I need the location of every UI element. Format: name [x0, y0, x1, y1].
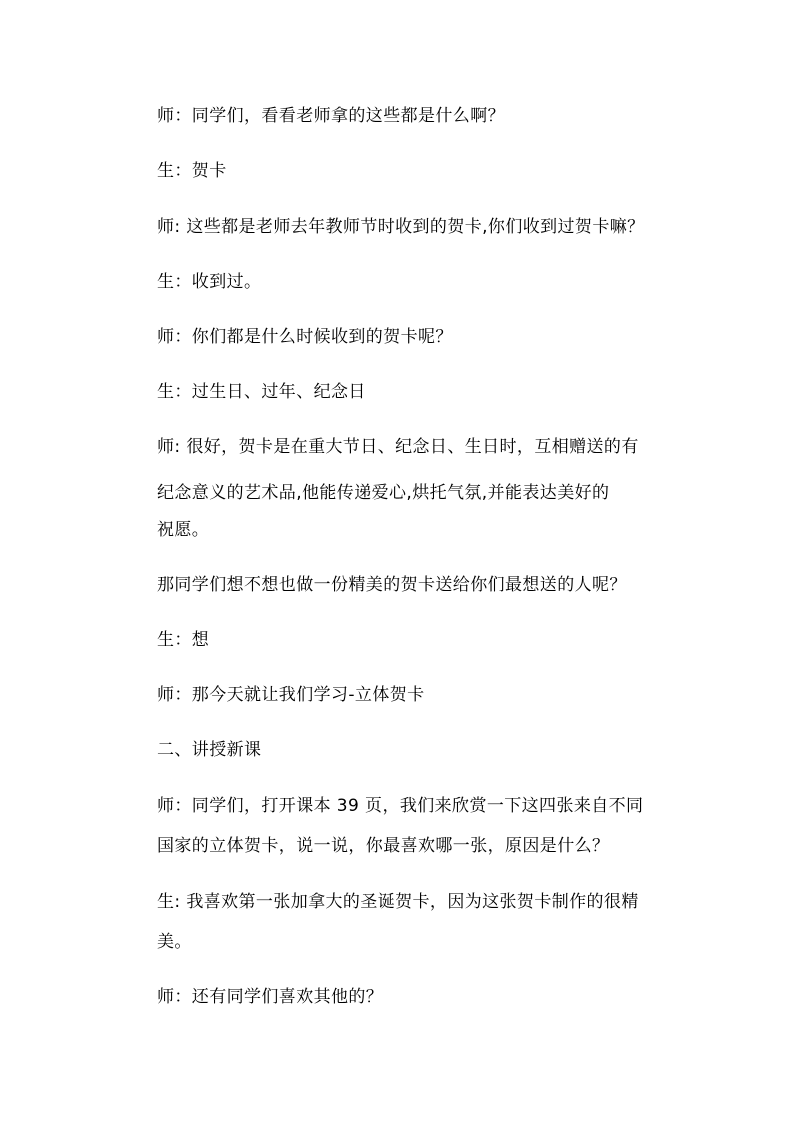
- dialogue-line-teacher: 师：你们都是什么时候收到的贺卡呢？: [157, 327, 453, 347]
- dialogue-line-student: 生：想: [157, 630, 210, 650]
- paragraph-continuation-line: 美。: [157, 932, 192, 952]
- dialogue-line-student: 生：贺卡: [157, 161, 227, 181]
- dialogue-line-teacher: 师: 这些都是老师去年教师节时收到的贺卡,你们收到过贺卡嘛？: [157, 217, 645, 237]
- dialogue-line-teacher: 师：那今天就让我们学习-立体贺卡: [157, 685, 425, 705]
- dialogue-line-teacher: 师：同学们，打开课本 39 页，我们来欣赏一下这四张来自不同: [157, 796, 644, 816]
- dialogue-line-teacher: 师：还有同学们喜欢其他的？: [157, 987, 384, 1007]
- dialogue-line-student: 生: 我喜欢第一张加拿大的圣诞贺卡，因为这张贺卡制作的很精: [157, 892, 639, 912]
- dialogue-line-student: 生：收到过。: [157, 272, 262, 292]
- dialogue-line-student: 生：过生日、过年、纪念日: [157, 382, 366, 402]
- paragraph-continuation-line: 纪念意义的艺术品,他能传递爱心,烘托气氛,并能表达美好的: [157, 483, 610, 503]
- paragraph-line: 那同学们想不想也做一份精美的贺卡送给你们最想送的人呢？: [157, 575, 627, 595]
- paragraph-continuation-line: 祝愿。: [157, 520, 210, 540]
- dialogue-line-teacher: 师：同学们，看看老师拿的这些都是什么啊？: [157, 106, 505, 126]
- dialogue-line-teacher: 师: 很好，贺卡是在重大节日、纪念日、生日时，互相赠送的有: [157, 437, 639, 457]
- section-heading: 二、讲授新课: [157, 740, 262, 760]
- paragraph-continuation-line: 国家的立体贺卡，说一说，你最喜欢哪一张，原因是什么？: [157, 836, 610, 856]
